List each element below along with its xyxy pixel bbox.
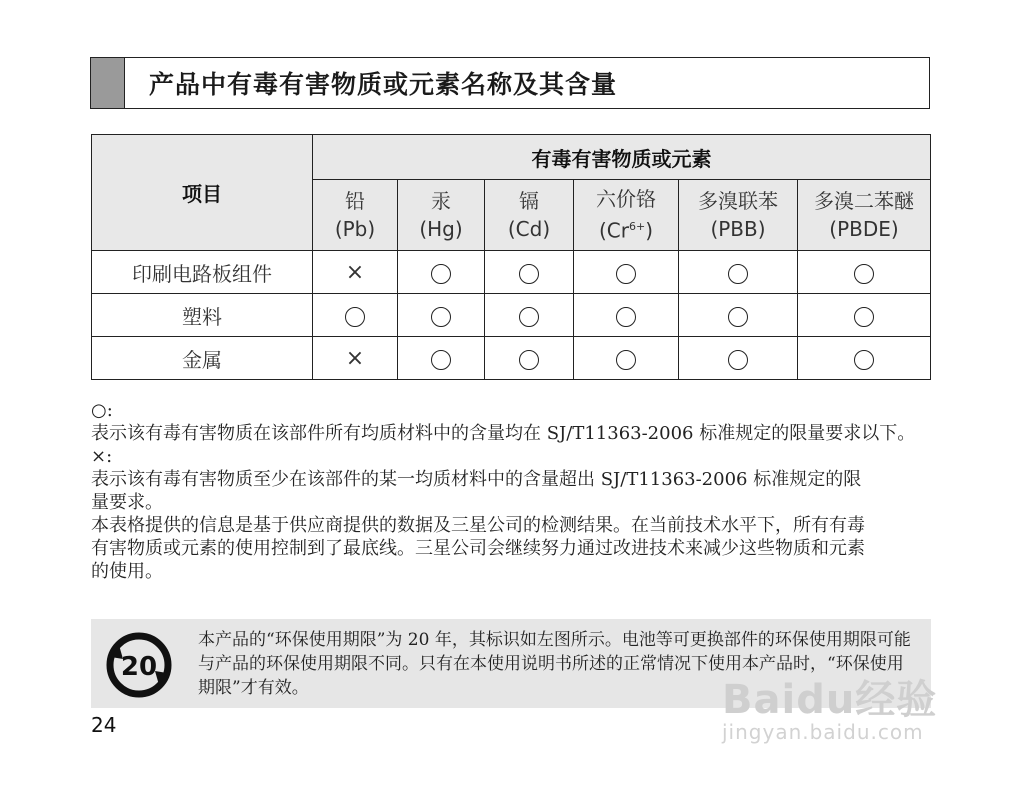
table-row (92, 294, 931, 337)
table-cell (574, 337, 679, 380)
row-label: 印刷电路板组件 (92, 251, 313, 294)
row-label: 金属 (92, 337, 313, 380)
compliant-circle-icon (616, 307, 636, 327)
compliant-circle-icon (616, 264, 636, 284)
compliant-circle-icon (854, 350, 874, 370)
compliant-circle-icon (728, 264, 748, 284)
table-cell (485, 337, 574, 380)
column-header-pb: 铅 (Pb) (313, 180, 398, 251)
compliant-circle-icon (519, 264, 539, 284)
table-cell (398, 294, 485, 337)
compliant-circle-icon (431, 350, 451, 370)
cross-legend-desc: 表示该有毒有害物质至少在该部件的某一均质材料中的含量超出 SJ/T11363-2006 标准规定的限量要求。 (91, 469, 862, 513)
environmental-period-logo-icon (105, 631, 173, 699)
compliant-circle-icon (854, 264, 874, 284)
notes (91, 399, 931, 583)
table-cell (679, 337, 798, 380)
substance-group-header: 有毒有害物质或元素 (313, 135, 931, 180)
exceeds-cross-icon: × (345, 345, 365, 371)
table-cell (313, 251, 398, 294)
compliant-circle-icon (519, 307, 539, 327)
exceeds-cross-icon: × (345, 259, 365, 285)
compliant-circle-icon (345, 307, 365, 327)
page-title: 产品中有毒有害物质或元素名称及其含量 (149, 70, 618, 99)
table-cell (798, 251, 931, 294)
hazardous-substance-table (91, 134, 931, 380)
table-cell (574, 294, 679, 337)
table-cell (679, 251, 798, 294)
page-number: 24 (91, 713, 117, 737)
item-header: 项目 (92, 135, 313, 251)
table-cell (398, 251, 485, 294)
column-header-hg: 汞 (Hg) (398, 180, 485, 251)
section-title-box (90, 57, 930, 109)
info-paragraph: 本表格提供的信息是基于供应商提供的数据及三星公司的检测结果。在当前技术水平下，所有有毒有害物质或元素的使用控制到了最底线。三星公司会继续努力通过改进技术来减少这些物质和元素的使用。 (91, 515, 865, 582)
table-cell (798, 294, 931, 337)
table-cell (798, 337, 931, 380)
compliant-circle-icon (854, 307, 874, 327)
table-row (92, 337, 931, 380)
row-label: 塑料 (92, 294, 313, 337)
compliant-circle-icon (728, 350, 748, 370)
watermark (722, 668, 962, 750)
compliant-circle-icon (431, 307, 451, 327)
compliant-circle-icon (519, 350, 539, 370)
circle-legend-label: ○: (91, 400, 113, 421)
column-header-cd: 镉 (Cd) (485, 180, 574, 251)
table-cell (398, 337, 485, 380)
table-cell (574, 251, 679, 294)
logo-number: 20 (120, 652, 158, 682)
column-header-pbb: 多溴联苯 (PBB) (679, 180, 798, 251)
compliant-circle-icon (728, 307, 748, 327)
compliant-circle-icon (616, 350, 636, 370)
table-cell (313, 294, 398, 337)
circle-legend-desc: 表示该有毒有害物质在该部件所有均质材料中的含量均在 SJ/T11363-2006 标准规定的限量要求以下。 (91, 423, 916, 444)
table-body (92, 251, 931, 380)
table-row (92, 251, 931, 294)
eco-period-text: 本产品的“环保使用期限”为 20 年，其标识如左图所示。电池等可更换部件的环保使用期限可能与产品的环保使用期限不同。只有在本使用说明书所述的正常情况下使用本产品时，“环保使用期限”才有效。 (198, 630, 911, 698)
cross-legend-label: ×: (91, 446, 113, 467)
column-header-pbde: 多溴二苯醚 (PBDE) (798, 180, 931, 251)
table-cell (485, 294, 574, 337)
watermark-logo: Baidu经验 (722, 677, 938, 723)
table-cell (313, 337, 398, 380)
column-header-cr6: 六价铬 $(Cr^{6+})$ (574, 180, 679, 251)
watermark-url: jingyan.baidu.com (722, 720, 924, 744)
title-marker (91, 58, 125, 108)
table-cell (679, 294, 798, 337)
table-cell (485, 251, 574, 294)
compliant-circle-icon (431, 264, 451, 284)
